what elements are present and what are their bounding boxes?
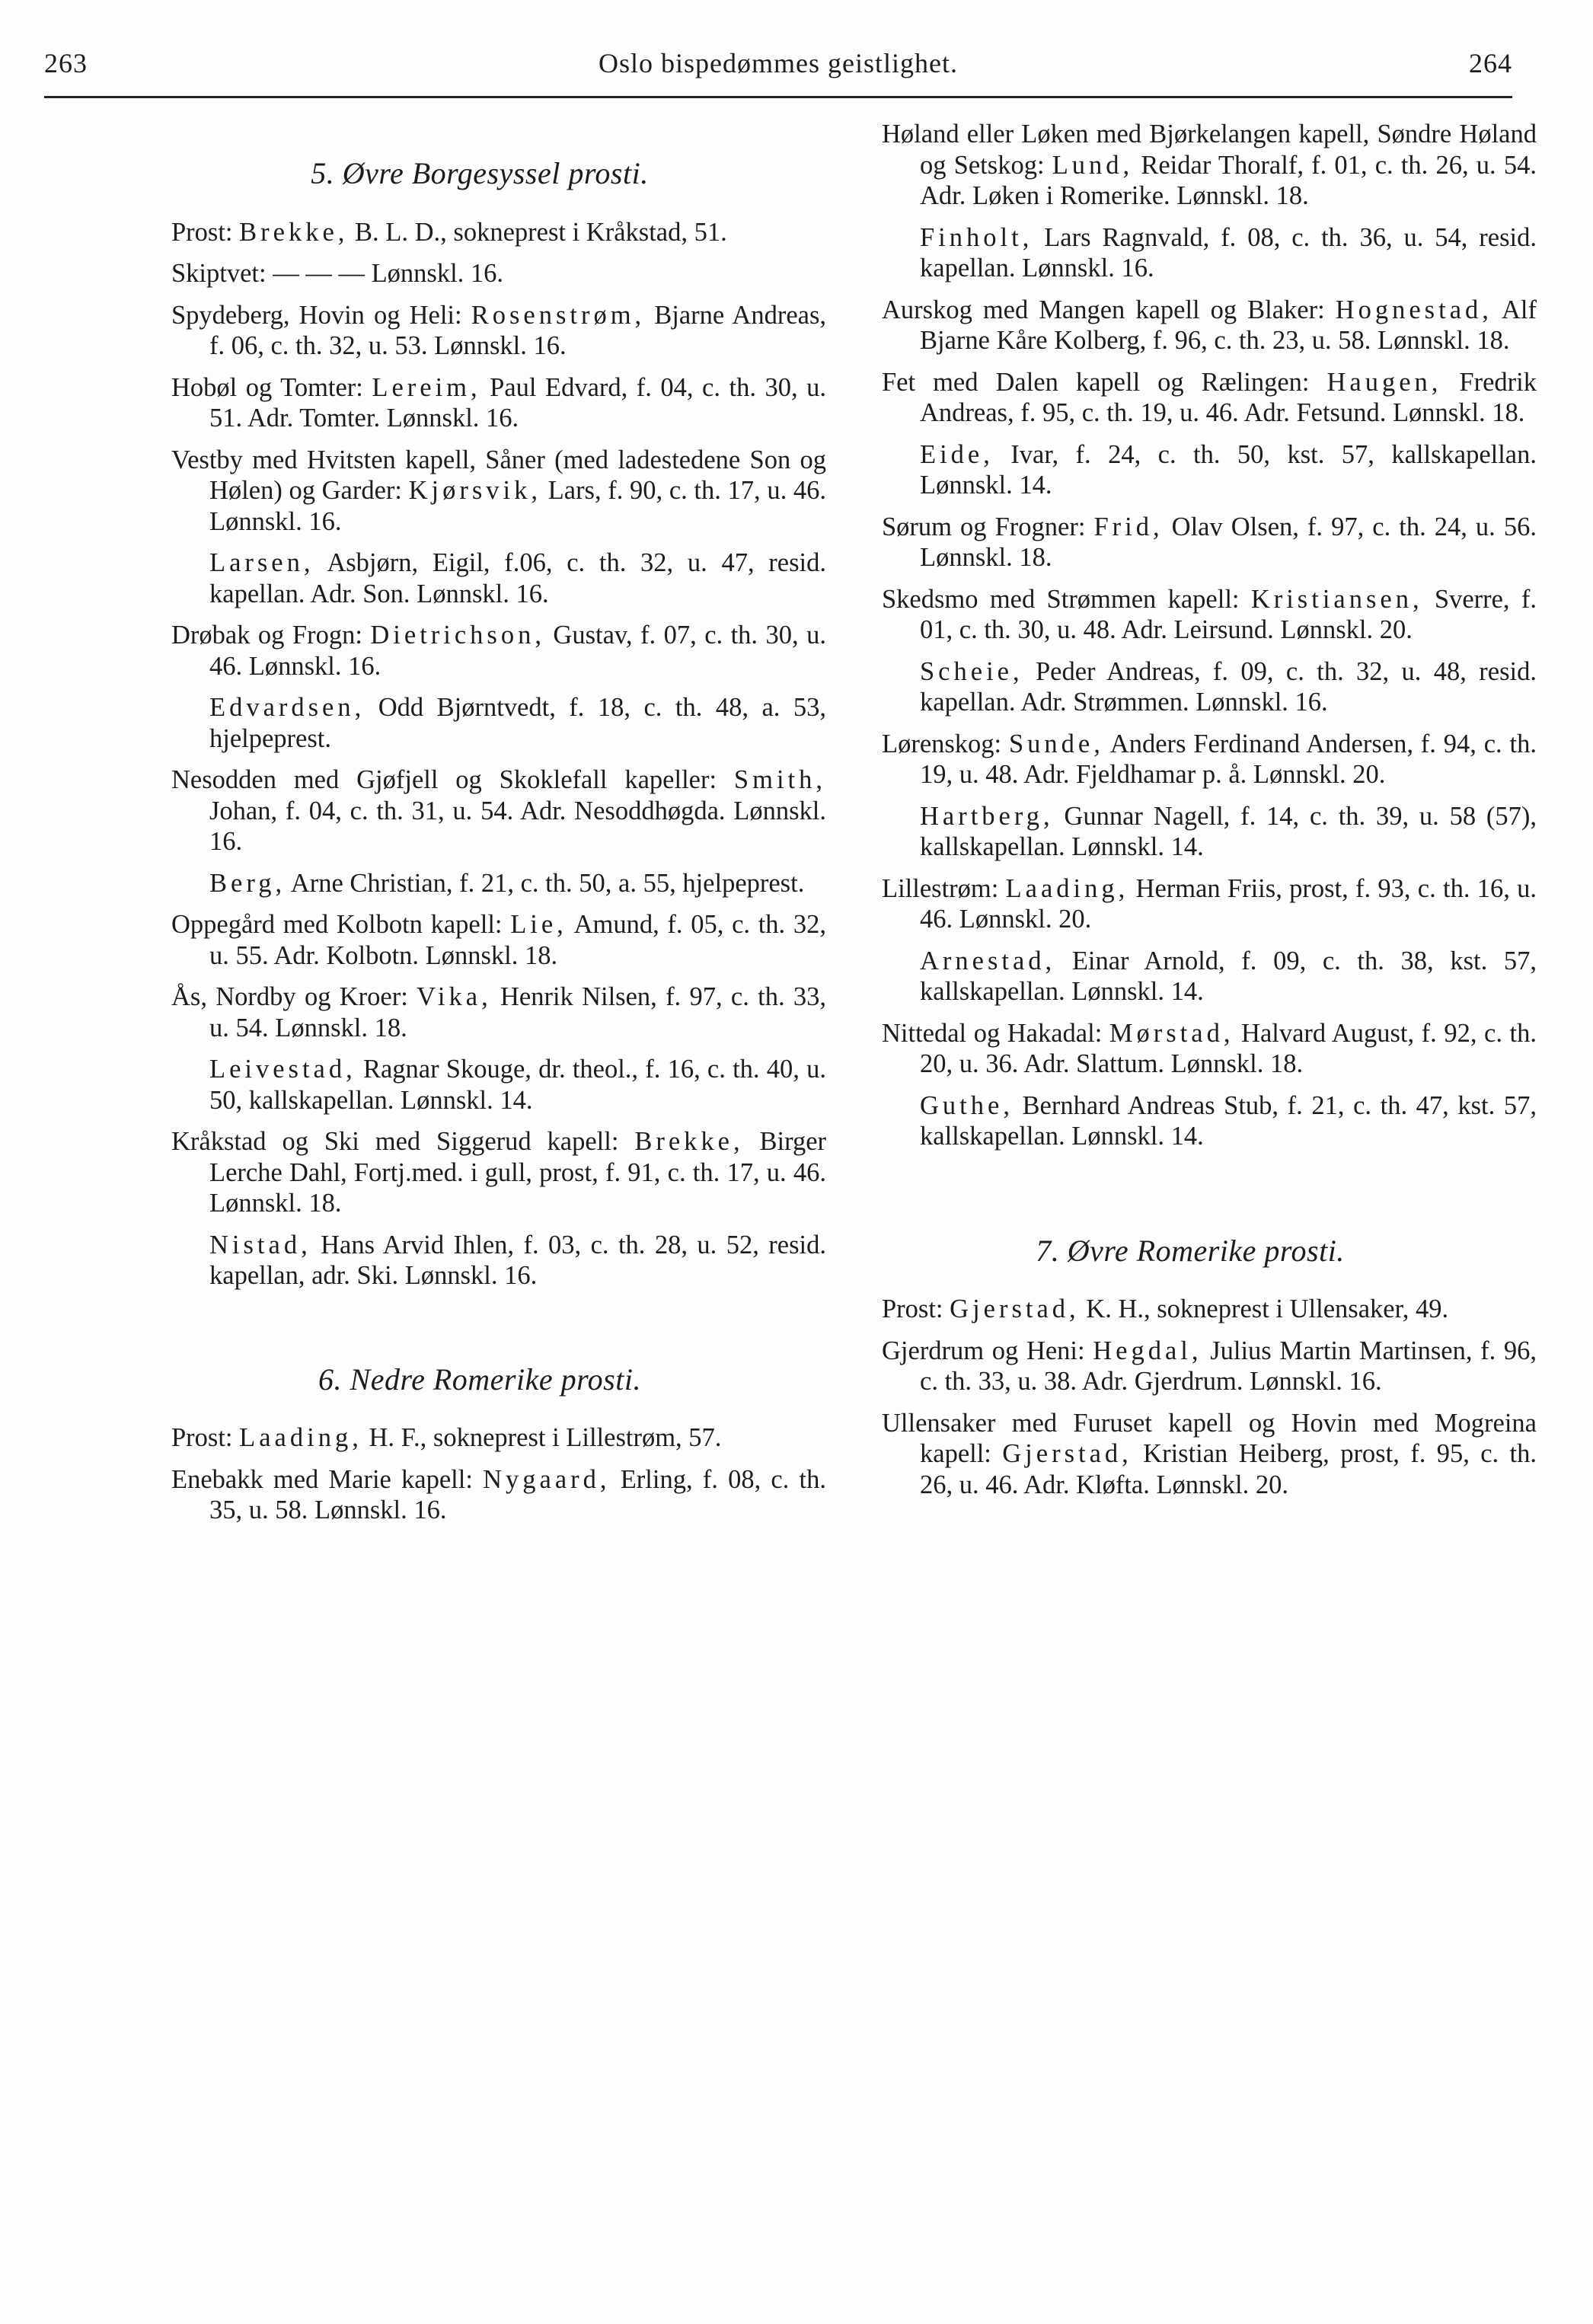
entry-details: Anders Ferdinand Andersen, f. 94, c. th. 19, u. 48. Adr. Fjeldhamar p. å. Lønnskl. 20. [920,729,1537,789]
parish: Enebakk med Marie kapell: [171,1464,484,1494]
entry-details: Sverre, f. 01, c. th. 30, u. 48. Adr. Leirsund. Lønnskl. 20. [920,584,1537,644]
entry-details: Lars, f. 90, c. th. 17, u. 46. Lønnskl. 16. [209,476,826,536]
entry [844,1018,1537,1080]
parish: Aurskog med Mangen kapell og Blaker: [882,295,1336,324]
entry-details: Peder Andreas, f. 09, c. th. 32, u. 48, resid. kapellan. Adr. Strømmen. Lønnskl. 16. [920,656,1537,717]
entry [133,258,826,289]
sub-entry [844,801,1537,863]
entry-details: Hans Arvid Ihlen, f. 03, c. th. 28, u. 52, resid. kapellan, adr. Ski. Lønnskl. 16. [209,1230,826,1290]
entry [133,620,826,682]
page-header [44,47,1512,93]
entry-details: Johan, f. 04, c. th. 31, u. 54. Adr. Nesoddhøgda. Lønnskl. 16. [209,796,826,856]
entry-details: Alf Bjarne Kåre Kolberg, f. 96, c. th. 23, u. 58. Lønnskl. 18. [920,295,1537,355]
entry [844,1408,1537,1501]
parish: Hobøl og Tomter: [171,372,372,402]
entry-details: Ivar, f. 24, c. th. 50, kst. 57, kallskapellan. Lønnskl. 14. [920,439,1537,500]
person-name: Hognestad, [1335,295,1492,324]
entry [844,367,1537,429]
entry [133,217,826,248]
entry-details: Gunnar Nagell, f. 14, c. th. 39, u. 58 (57), kallskapellan. Lønnskl. 14. [920,801,1537,861]
parish: Sørum og Frogner: [882,512,1094,541]
person-name: Lereim, [372,372,481,402]
entry [133,1126,826,1219]
parish: Spydeberg, Hovin og Heli: [171,300,471,330]
person-name: Hegdal, [1093,1336,1202,1365]
entry [133,1464,826,1526]
person-name: Eide, [920,439,994,469]
entry-details: Amund, f. 05, c. th. 32, u. 55. Adr. Kolbotn. Lønnskl. 18. [209,910,826,970]
entry-details: Herman Friis, prost, f. 93, c. th. 16, u. 46. Lønnskl. 20. [920,873,1537,934]
page-number-left: 263 [44,48,88,78]
person-name: Larsen, [209,548,314,577]
entry-details: Ragnar Skouge, dr. theol., f. 16, c. th. 40, u. 50, kallskapellan. Lønnskl. 14. [209,1055,826,1115]
entry-details: Bernhard Andreas Stub, f. 21, c. th. 47, kst. 57, kallskapellan. Lønnskl. 14. [920,1090,1537,1151]
person-name: Nistad, [209,1230,311,1259]
right-column [844,113,1537,1511]
entry-details: Erling, f. 08, c. th. 35, u. 58. Lønnskl. 16. [209,1464,826,1524]
section-title-5: 5. Øvre Borgesyssel prosti. [311,156,649,190]
person-name: Laading, [1005,873,1129,903]
parish: Prost: [171,217,240,247]
entry [844,512,1537,573]
parish: Kråkstad og Ski med Siggerud kapell: [171,1127,635,1156]
sub-entry [844,656,1537,718]
entry [844,1336,1537,1397]
person-name: Lie, [510,910,567,939]
parish: Nittedal og Hakadal: [882,1018,1109,1048]
entry-details: Arne Christian, f. 21, c. th. 50, a. 55, hjelpeprest. [286,868,805,898]
entry-details: Odd Bjørntvedt, f. 18, c. th. 48, a. 53, hjelpeprest. [209,693,826,753]
entry [133,765,826,857]
header-rule [44,96,1512,98]
person-name: Berg, [209,868,286,898]
parish: Fet med Dalen kapell og Rælingen: [882,367,1327,397]
parish: Høland eller Løken med Bjørkelangen kapell, Søndre Høland og Setskog: [882,120,1537,180]
sub-entry [844,1090,1537,1152]
entry-details: Olav Olsen, f. 97, c. th. 24, u. 56. Lønnskl. 18. [920,512,1537,572]
person-name: Lund, [1052,150,1134,180]
person-name: Sunde, [1008,729,1104,758]
person-name: Laading, [239,1423,362,1452]
person-name: Arnestad, [920,946,1056,975]
entry [844,873,1537,935]
sub-entry [844,222,1537,284]
person-name: Edvardsen, [209,693,366,722]
page-number-right: 264 [1469,48,1512,78]
person-name: Smith, [733,765,826,794]
entry [133,909,826,971]
entry-details: Reidar Thoralf, f. 01, c. th. 26, u. 54. Adr. Løken i Romerike. Lønnskl. 18. [920,150,1537,210]
entry-details: Kristian Heiberg, prost, f. 95, c. th. 26, u. 46. Adr. Kløfta. Lønnskl. 20. [920,1439,1537,1499]
person-name: Scheie, [920,656,1023,686]
entry-details: K. H., sokneprest i Ullensaker, 49. [1079,1294,1449,1323]
person-name: Gjerstad, [1002,1439,1132,1468]
left-column [133,113,826,1537]
entry [844,119,1537,212]
person-name: Nygaard, [483,1464,611,1494]
parish: Skedsmo med Strømmen kapell: [882,584,1251,614]
parish: Ås, Nordby og Kroer: [171,982,417,1011]
entry-details: B. L. D., sokneprest i Kråkstad, 51. [348,217,727,247]
parish: Prost: [171,1423,240,1452]
sub-entry [844,946,1537,1007]
entry-details: Einar Arnold, f. 09, c. th. 38, kst. 57, kallskapellan. Lønnskl. 14. [920,946,1537,1006]
person-name: Brekke, [634,1127,744,1156]
section-title-6: 6. Nedre Romerike prosti. [318,1362,641,1397]
entry [133,445,826,538]
entry [133,982,826,1043]
entry [844,729,1537,790]
entry-details: Henrik Nilsen, f. 97, c. th. 33, u. 54. Lønnskl. 18. [209,982,826,1042]
entry-details: Asbjørn, Eigil, f.06, c. th. 32, u. 47, resid. kapellan. Adr. Son. Lønnskl. 16. [209,548,826,608]
entry-details: H. F., sokneprest i Lillestrøm, 57. [362,1423,722,1452]
entry [844,1294,1537,1325]
parish: Prost: [882,1294,950,1323]
person-name: Mørstad, [1109,1018,1234,1048]
person-name: Brekke, [239,217,349,247]
sub-entry [133,692,826,754]
parish: Ullensaker med Furuset kapell og Hovin med Mogreina kapell: [882,1408,1537,1468]
entry-details: Julius Martin Martinsen, f. 96, c. th. 33, u. 38. Adr. Gjerdrum. Lønnskl. 16. [920,1336,1537,1396]
sub-entry [133,868,826,899]
person-name: Kjørsvik, [408,476,542,505]
entry-details: Halvard August, f. 92, c. th. 20, u. 36. Adr. Slattum. Lønnskl. 18. [920,1018,1537,1078]
entry [133,1422,826,1454]
entry [844,584,1537,646]
person-name: Gjerstad, [950,1294,1080,1323]
parish: Nesodden med Gjøfjell og Skoklefall kapeller: [171,765,734,794]
entry-details: Bjarne Andreas, f. 06, c. th. 32, u. 53. Lønnskl. 16. [209,300,826,360]
person-name: Hartberg, [920,801,1054,831]
entry-details: Lars Ragnvald, f. 08, c. th. 36, u. 54, resid. kapellan. Lønnskl. 16. [920,222,1537,283]
entry [133,300,826,362]
entry-details: Gustav, f. 07, c. th. 30, u. 46. Lønnskl. 16. [209,621,826,681]
entry-details: Fredrik Andreas, f. 95, c. th. 19, u. 46. Adr. Fetsund. Lønnskl. 18. [920,367,1537,427]
parish: Lørenskog: [882,729,1009,758]
entry [844,295,1537,356]
parish: Lillestrøm: [882,873,1006,903]
entry-details: Birger Lerche Dahl, Fortj.med. i gull, prost, f. 91, c. th. 17, u. 46. Lønnskl. 18. [209,1127,827,1218]
person-name: Vika, [417,982,492,1011]
sub-entry [133,1054,826,1116]
parish: Gjerdrum og Heni: [882,1336,1093,1365]
entry-details: Paul Edvard, f. 04, c. th. 30, u. 51. Adr. Tomter. Lønnskl. 16. [209,372,826,433]
section-title-7: 7. Øvre Romerike prosti. [1036,1233,1345,1268]
parish: Oppegård med Kolbotn kapell: [171,910,511,939]
parish: Drøbak og Frogn: [171,621,371,650]
person-name: Kristiansen, [1250,584,1423,614]
person-name: Haugen, [1326,367,1442,397]
sub-entry [844,439,1537,501]
person-name: Rosenstrøm, [471,300,646,330]
parish: Vestby med Hvitsten kapell, Såner (med ladestedene Son og Hølen) og Garder: [171,445,826,505]
person-name: Dietrichson, [370,621,545,650]
running-title: Oslo bispedømmes geistlighet. [599,48,958,78]
entry-details: Skiptvet: — — — Lønnskl. 16. [171,259,504,288]
sub-entry [133,547,826,609]
entry [133,372,826,434]
sub-entry [133,1230,826,1291]
person-name: Frid, [1093,512,1164,541]
person-name: Finholt, [920,222,1033,252]
person-name: Leivestad, [209,1055,356,1084]
person-name: Guthe, [920,1090,1014,1120]
